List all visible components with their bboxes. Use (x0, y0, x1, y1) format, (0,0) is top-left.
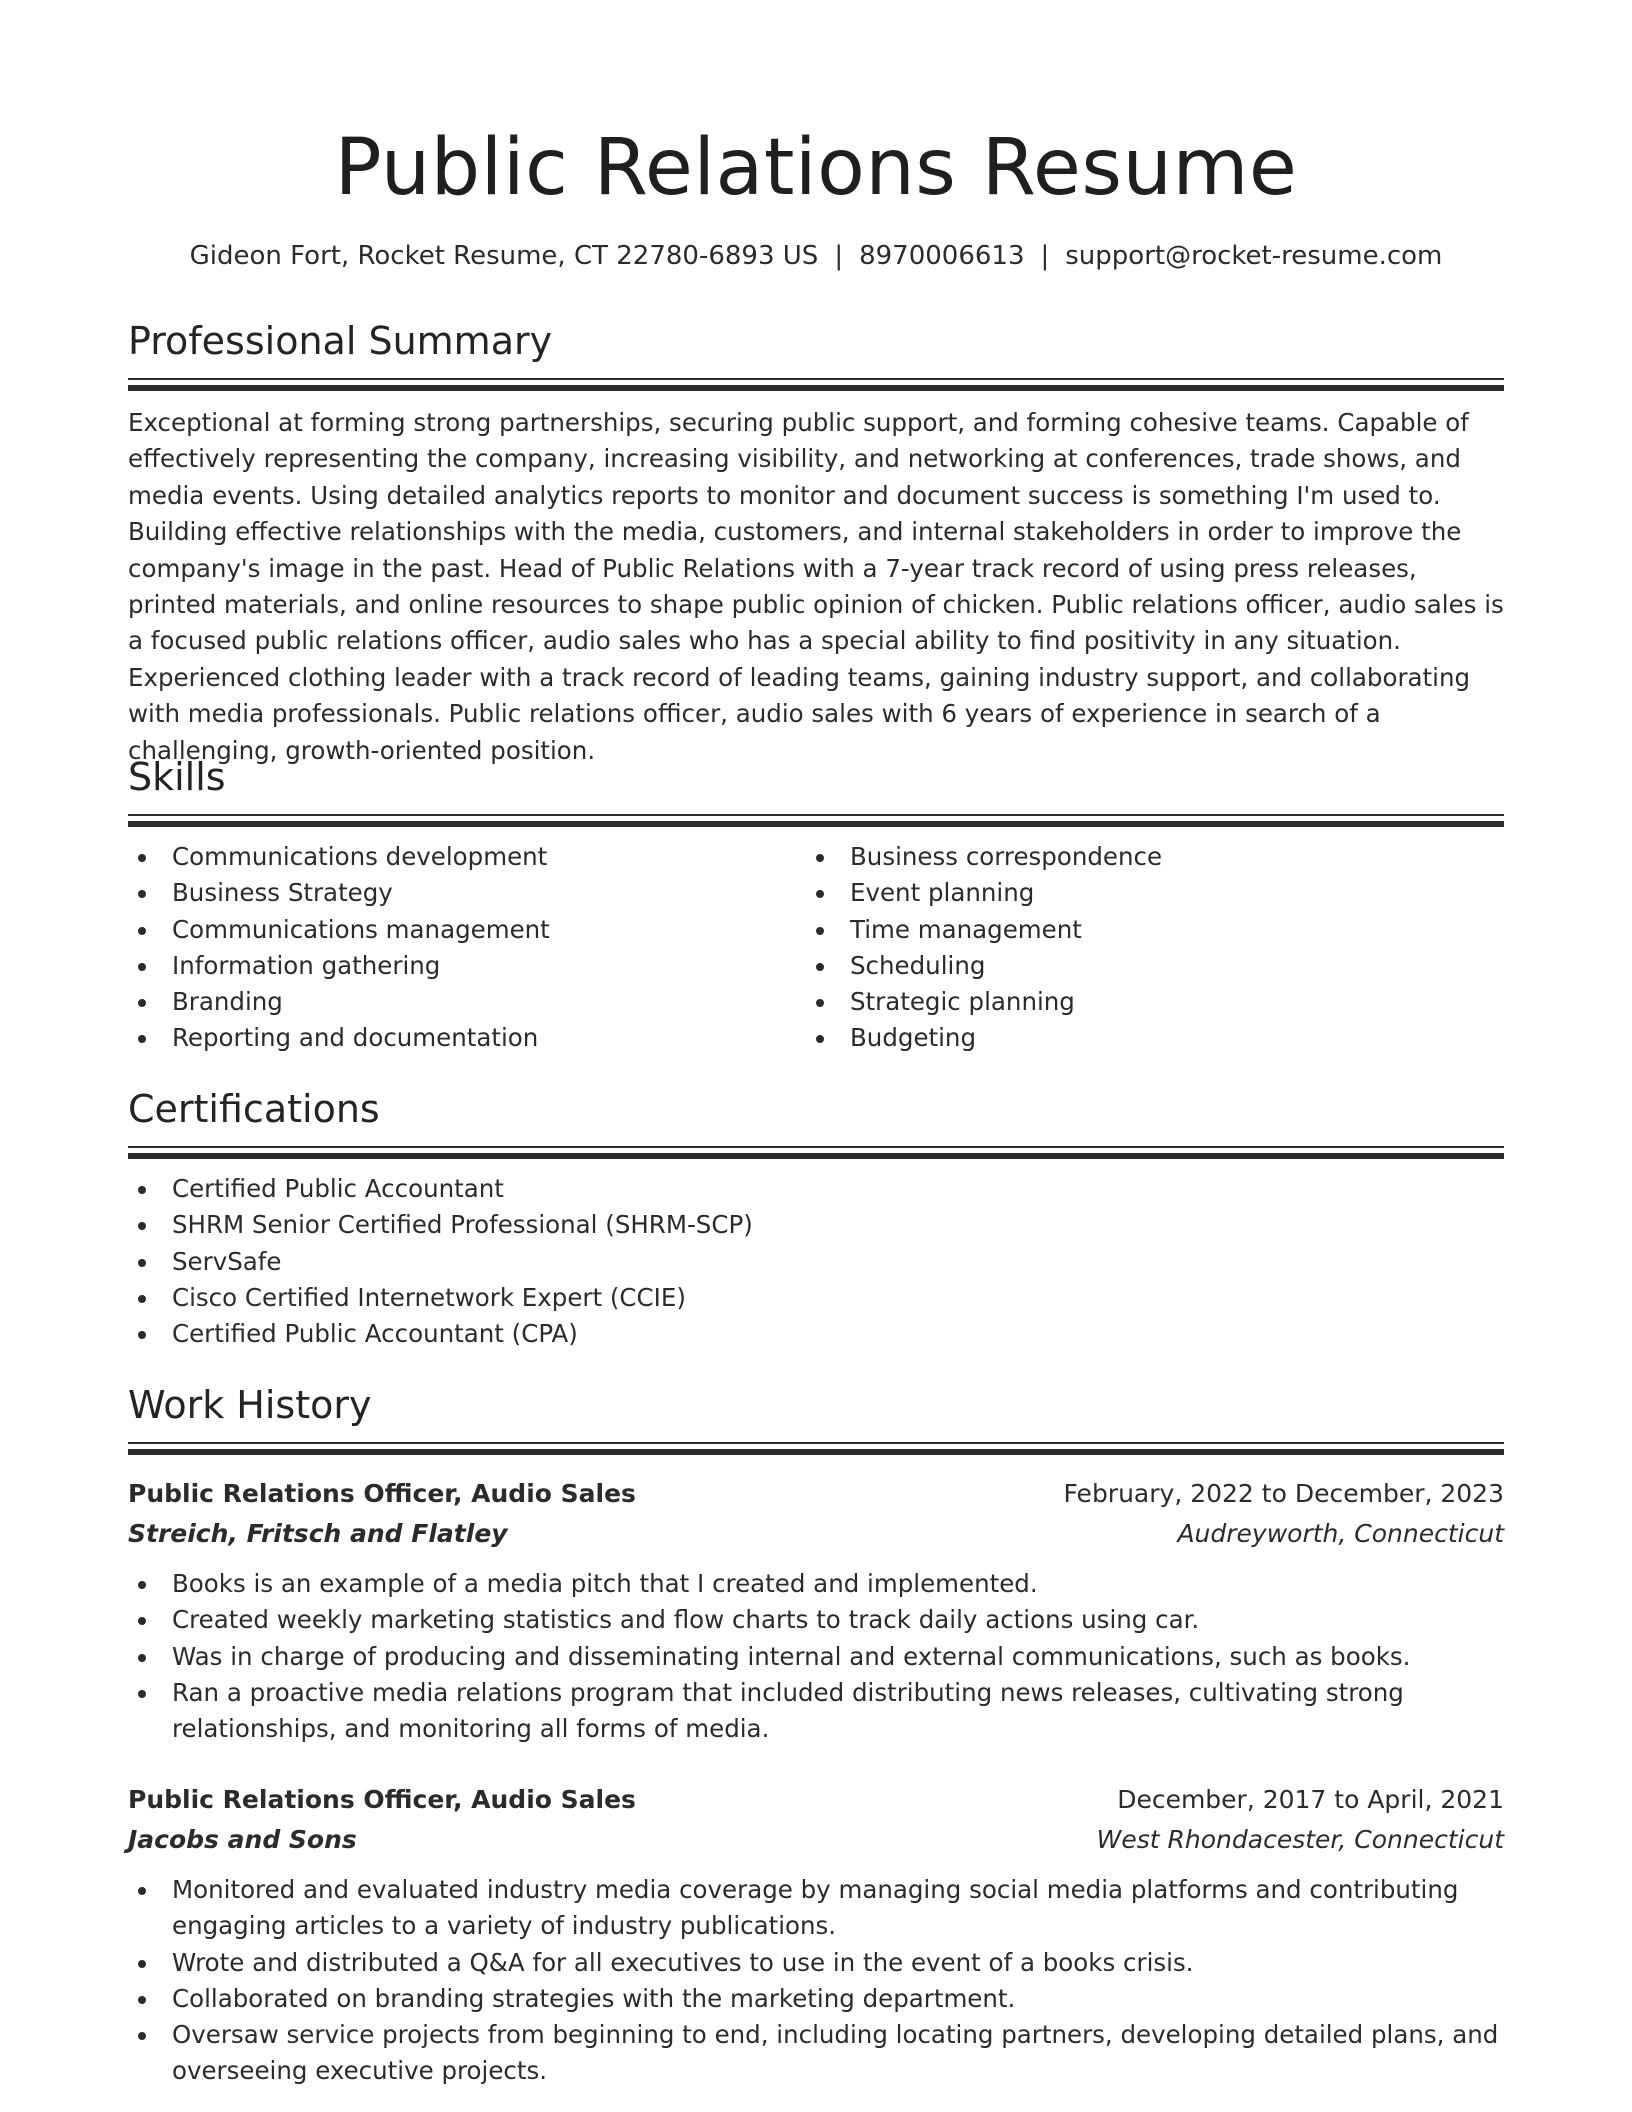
job-entry (128, 1780, 1504, 2090)
skill-item: Time management (806, 912, 1484, 948)
skills-list-right (806, 839, 1484, 1057)
skills-list-left (128, 839, 806, 1057)
skill-item: Branding (128, 984, 806, 1020)
job-company: Streich, Fritsch and Flatley (128, 1519, 508, 1548)
skills-section (128, 752, 1504, 1057)
job-bullet: Ran a proactive media relations program that included distributing news releases, cultivating strong relationships, and monitoring all forms of media. (128, 1675, 1504, 1748)
job-bullet: Oversaw service projects from beginning to end, including locating partners, developing detailed plans, and overseeing executive projects. (128, 2017, 1504, 2090)
skill-item: Event planning (806, 875, 1484, 911)
job-subheader (128, 1514, 1504, 1554)
skill-item: Budgeting (806, 1020, 1484, 1056)
job-bullet: Wrote and distributed a Q&A for all executives to use in the event of a books crisis. (128, 1945, 1504, 1981)
job-location: West Rhondacester, Connecticut (1096, 1825, 1504, 1854)
job-dates: December, 2017 to April, 2021 (1117, 1785, 1504, 1814)
contact-separator: | (834, 241, 844, 271)
certifications-heading: Certifications (128, 1087, 380, 1131)
skill-item: Communications development (128, 839, 806, 875)
summary-section (128, 316, 1504, 769)
contact-line (128, 238, 1504, 274)
certifications-section (128, 1084, 1504, 1352)
section-divider (128, 378, 1504, 391)
skill-item: Communications management (128, 912, 806, 948)
job-title: Public Relations Officer, Audio Sales (128, 1479, 636, 1508)
section-divider (128, 814, 1504, 827)
section-divider (128, 1146, 1504, 1159)
job-bullets (128, 1566, 1504, 1747)
job-dates: February, 2022 to December, 2023 (1063, 1479, 1504, 1508)
job-bullet: Was in charge of producing and disseminating internal and external communications, such as books. (128, 1639, 1504, 1675)
work-history-section (128, 1380, 1504, 1455)
job-bullets (128, 1872, 1504, 2090)
contact-separator: | (1040, 241, 1050, 271)
job-bullet: Books is an example of a media pitch that I created and implemented. (128, 1566, 1504, 1602)
skill-item: Scheduling (806, 948, 1484, 984)
skill-item: Business correspondence (806, 839, 1484, 875)
job-entry (128, 1474, 1504, 1747)
contact-email[interactable]: support@rocket-resume.com (1065, 241, 1443, 271)
certifications-list (128, 1171, 1504, 1352)
job-title: Public Relations Officer, Audio Sales (128, 1785, 636, 1814)
certification-item: Cisco Certified Internetwork Expert (CCIE) (128, 1280, 1504, 1316)
certification-item: Certified Public Accountant (CPA) (128, 1316, 1504, 1352)
job-bullet: Created weekly marketing statistics and flow charts to track daily actions using car. (128, 1602, 1504, 1638)
work-history-heading: Work History (128, 1383, 372, 1427)
job-subheader (128, 1820, 1504, 1860)
skills-heading: Skills (128, 755, 226, 799)
job-bullet: Monitored and evaluated industry media coverage by managing social media platforms and contributing engaging articles to a variety of industry publications. (128, 1872, 1504, 1945)
skill-item: Reporting and documentation (128, 1020, 806, 1056)
certification-item: Certified Public Accountant (128, 1171, 1504, 1207)
skills-columns (128, 839, 1504, 1057)
resume-page (128, 0, 1504, 2112)
skill-item: Information gathering (128, 948, 806, 984)
job-header (128, 1474, 1504, 1514)
certification-item: SHRM Senior Certified Professional (SHRM-SCP) (128, 1207, 1504, 1243)
job-bullet: Collaborated on branding strategies with the marketing department. (128, 1981, 1504, 2017)
contact-address: Gideon Fort, Rocket Resume, CT 22780-6893 US (189, 241, 819, 271)
summary-heading: Professional Summary (128, 319, 553, 363)
page-title: Public Relations Resume (334, 123, 1298, 213)
skill-item: Strategic planning (806, 984, 1484, 1020)
section-divider (128, 1442, 1504, 1455)
job-location: Audreyworth, Connecticut (1177, 1519, 1504, 1548)
certification-item: ServSafe (128, 1244, 1504, 1280)
summary-text: Exceptional at forming strong partnerships, securing public support, and forming cohesive teams. Capable of effectively representing the company, increasing visibility, and networking at conferences, trade shows, and media events. Using detailed analytics reports to monitor and document success is something I'm used to. Building effective relationships with the media, customers, and internal stakeholders in order to improve the company's image in the past. Head of Public Relations with a 7-year track record of using press releases, printed materials, and online resources to shape public opinion of chicken. Public relations officer, audio sales is a focused public relations officer, audio sales who has a special ability to find positivity in any situation. Experienced clothing leader with a track record of leading teams, gaining industry support, and collaborating with media professionals. Public relations officer, audio sales with 6 years of experience in search of a challenging, growth-oriented position. (128, 408, 1504, 765)
skill-item: Business Strategy (128, 875, 806, 911)
contact-phone: 8970006613 (859, 241, 1025, 271)
job-header (128, 1780, 1504, 1820)
job-company: Jacobs and Sons (128, 1825, 357, 1854)
